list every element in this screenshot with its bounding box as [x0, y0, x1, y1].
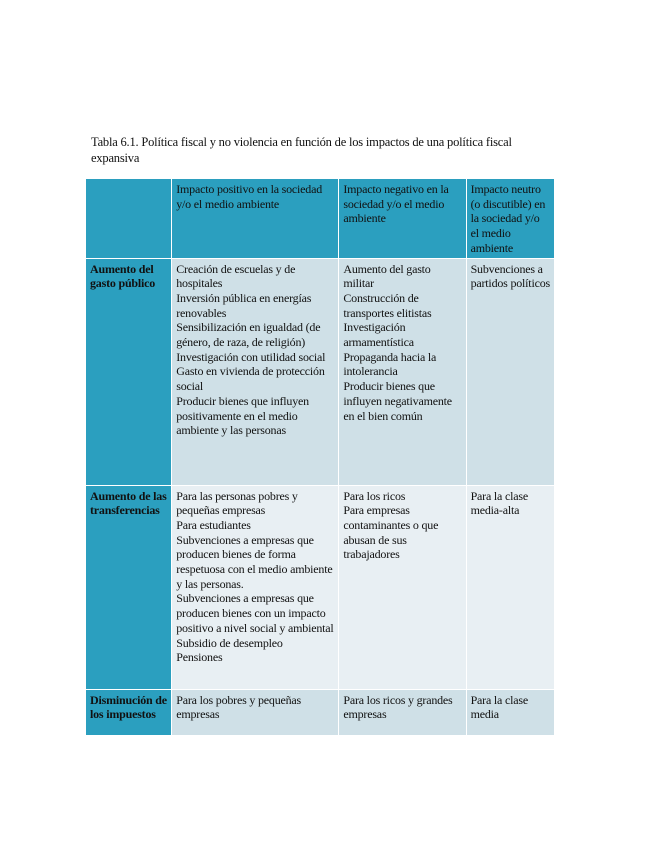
- cell-line: Creación de escuelas y de hospitales: [176, 261, 296, 291]
- neutral-cell: [466, 258, 554, 485]
- row-label: Aumento del gasto público: [86, 258, 172, 485]
- negative-cell: [339, 485, 466, 689]
- cell-line: Aumento del gasto militar: [343, 261, 431, 291]
- cell-line: Para los pobres y pequeñas empresas: [176, 692, 302, 722]
- row-label: Disminución de los impuestos: [86, 689, 172, 735]
- positive-cell: [172, 258, 339, 485]
- cell-line: Propaganda hacia la intolerancia: [343, 349, 437, 379]
- cell-line: Sensibilización en igualdad (de género, de raza, de religión): [176, 320, 321, 350]
- cell-line: Investigación armamentística: [343, 320, 414, 350]
- cell-line: Subvenciones a empresas que producen bienes de forma respetuosa con el medio ambiente y las personas.: [176, 532, 333, 591]
- table-header-row: [86, 179, 555, 259]
- cell-line: Pensiones: [176, 650, 223, 665]
- table-caption: Tabla 6.1. Política fiscal y no violencia en función de los impactos de una política fiscal expansiva: [91, 135, 512, 165]
- table-row: [86, 689, 555, 735]
- cell-line: Producir bienes que influyen positivamente en el medio ambiente y las personas: [176, 393, 309, 438]
- cell-line: Construcción de transportes elitistas: [343, 290, 432, 320]
- neutral-cell: [466, 485, 554, 689]
- cell-line: Para las personas pobres y pequeñas empresas: [176, 488, 298, 518]
- cell-line: Gasto en vivienda de protección social: [176, 364, 325, 394]
- cell-line: Para estudiantes: [176, 517, 251, 532]
- header-neutral-impact: Impacto neutro (o discutible) en la sociedad y/o el medio ambiente: [466, 179, 554, 259]
- positive-cell: [172, 689, 339, 735]
- header-empty-cell: [86, 179, 172, 259]
- cell-line: Para la clase media: [470, 692, 528, 722]
- cell-line: Inversión pública en energías renovables: [176, 290, 312, 320]
- cell-line: Subvenciones a empresas que producen bienes con un impacto positivo a nivel social y ambiental: [176, 591, 334, 635]
- negative-cell: [339, 689, 466, 735]
- header-negative-impact: Impacto negativo en la sociedad y/o el medio ambiente: [339, 179, 466, 259]
- cell-line: Para los ricos: [343, 488, 406, 503]
- cell-line: Investigación con utilidad social: [176, 349, 326, 364]
- negative-cell: [339, 258, 466, 485]
- cell-line: Para los ricos y grandes empresas: [343, 692, 453, 722]
- cell-line: Producir bienes que influyen negativamente en el bien común: [343, 379, 452, 423]
- table-row: [86, 485, 555, 689]
- fiscal-policy-table: [85, 178, 555, 736]
- cell-line: Subsidio de desempleo: [176, 635, 283, 650]
- neutral-cell: [466, 689, 554, 735]
- cell-line: Para la clase media-alta: [470, 488, 528, 518]
- positive-cell: [172, 485, 339, 689]
- cell-line: Subvenciones a partidos políticos: [470, 261, 550, 291]
- row-label: Aumento de las transferencias: [86, 485, 172, 689]
- cell-line: Para empresas contaminantes o que abusan de sus trabajadores: [343, 503, 439, 562]
- header-positive-impact: Impacto positivo en la sociedad y/o el medio ambiente: [172, 179, 339, 259]
- table-row: [86, 258, 555, 485]
